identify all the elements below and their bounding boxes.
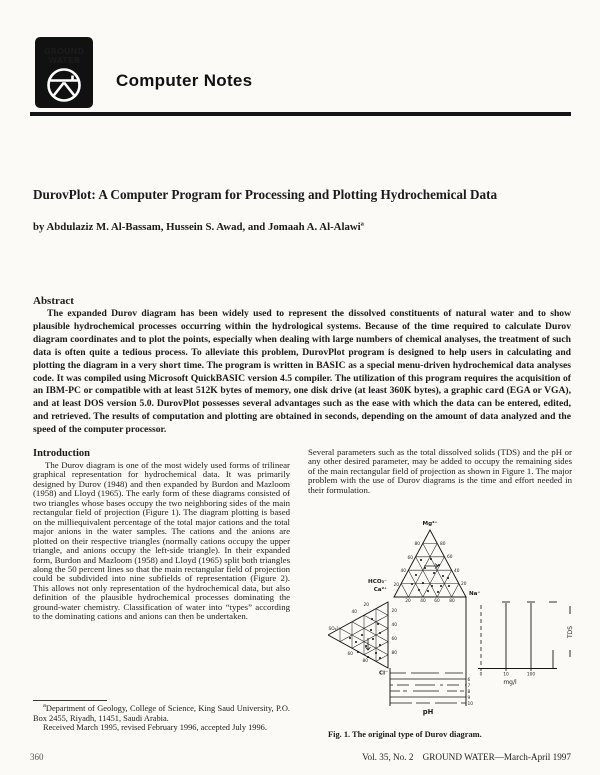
figure-caption: Fig. 1. The original type of Durov diagram. [328,730,482,740]
ground-water-logo [35,37,93,108]
label-ca: Ca²⁺ [373,587,387,594]
tick: 40 [400,569,406,575]
tick: 80 [414,542,420,548]
tick: 8 [467,690,471,696]
figure-1 [328,518,572,739]
tick: 20 [461,582,467,588]
label-mg: Mg²⁺ [422,521,438,528]
tds-axis-label: TDS [567,626,574,639]
tick: 20 [363,603,369,609]
tds-tick-labels [480,672,536,678]
left-column [33,448,290,622]
tick: 9 [467,696,471,702]
header-rule [30,112,571,116]
journal-footer: Vol. 35, No. 2 GROUND WATER—March-April 1997 [362,752,571,762]
tick: 10 [503,672,509,678]
label-so4: SO₄²⁻ [328,627,341,633]
durov-diagram [328,518,578,718]
tick: 40 [351,610,357,616]
footnote-dates: Received March 1995, revised February 1996, accepted July 1996. [43,723,267,733]
footnote-affiliation [33,704,290,723]
tick: 6 [467,678,471,684]
logo-text-water: WATER [48,55,80,65]
cation-tick-labels [394,541,467,604]
tick: 80 [391,651,397,657]
footnote-marker: a [43,702,46,710]
logo-text-ground: GROUND [43,46,85,56]
introduction-heading: Introduction [33,448,90,459]
section-header: Computer Notes [116,71,253,90]
footnote-affiliation-text: Department of Geology, College of Science, King Saud University, P.O. Box 2455, Riyadh, 11451, Saudi Arabia. [33,704,290,723]
label-na: Na⁺ [469,591,481,598]
byline [33,221,364,233]
abstract-text: The expanded Durov diagram has been widely used to represent the dissolved constituents of natural water and to show plausible hydrochemical processes occurring within the hydrological systems. Because of the time required to calculate Durov diagram coordinates and to plot the points, especially when dealing with large numbers of chemical analyses, the treatment of such data is often quite a tedious process. To alleviate this problem, DurovPlot program is designed to help users in calculating and plotting the diagram in a very short time. The program is written in BASIC as a special menu-driven hydrochemical data analyses code. It was compiled using Microsoft QuickBASIC version 4.5 compiler. The utilization of this program requires the acquisition of an IBM-PC or compatible with at least 512K bytes of memory, one disk drive (at least 360K bytes), a graphic card (EGA or VGA), and at least DOS version 5.0. DurovPlot possesses several advantages such as the ease with which the data can be entered, edited, and retrieved. The results of computation and plotting are obtained in seconds, depending on the amount of data analyzed and the speed of the computer processor. [33,308,571,436]
tick: 0 [479,672,483,678]
tick: 40 [454,569,460,575]
abstract-heading: Abstract [33,295,74,307]
introduction-text: The Durov diagram is one of the most widely used forms of trilinear graphical representation for hydrochemical data. It was primarily designed by Durov (1948) and then expanded by Burdon and Mazloom (1958) and Lloyd (1965). The early form of these diagrams consisted of two triangles whose bases occupy the two neighboring sides of the main rectangular field of projection (Figure 1). The diagram plotting is based on the milliequivalent percentage of the total major cations and the total major anions in the water samples. The cations and the anions are plotted on their respective triangles (normally cations occupy the upper triangle, and anions occupy the left-side triangle). In their expanded form, Burdon and Mazloom (1958) and Lloyd (1965) split both triangles along the 50 percent lines so that the main rectangular field of projection could be subdivided into nine subfields of representation (Figure 2). This allows not only representation of the hydrochemical data, but also definition of the plausible hydrochemical processes dominating the ground-water chemistry. Classification of water into “types” according to the dominating cations and anions can then be undertaken. [33,460,290,622]
anion-flow-arrow-icon [366,638,371,650]
tick: 60 [447,555,453,561]
tick: 10 [467,702,473,708]
tick: 60 [434,599,440,605]
tick: 80 [440,542,446,548]
ph-axis-label: pH [422,708,434,717]
tick: 80 [449,599,455,605]
mgl-axis-label: mg/l [503,679,517,687]
ph-panel [390,597,466,706]
right-column-text: Several parameters such as the total dissolved solids (TDS) and the pH or any other desired parameter, may be added to occupy the remaining sides of the main rectangular field of projection as shown in Figure 1. The major problem with the use of Durov diagrams is the time and effort needed in their formulation. [308,447,572,495]
cation-triangle-outline [394,530,466,597]
cation-triangle-grid [401,544,459,598]
tick: 60 [347,652,353,658]
label-cl: Cl⁻ [379,670,388,677]
tick: 20 [391,609,397,615]
cation-points [411,558,450,593]
tick: 100 [526,672,536,678]
ph-tick-labels [468,677,474,707]
tick: 20 [405,599,411,605]
tick: 40 [420,599,426,605]
article-title: DurovPlot: A Computer Program for Processing and Plotting Hydrochemical Data [33,187,498,202]
footnote-rule [33,700,107,701]
right-column [308,448,572,739]
tick: 20 [393,583,399,589]
byline-text: by Abdulaziz M. Al-Bassam, Hussein S. Awad, and Jomaah A. Al-Alawi [33,221,361,233]
tick: 60 [391,637,397,643]
tick: 7 [467,684,471,690]
byline-superscript: a [360,220,364,228]
tds-panel [478,602,570,671]
label-hco3: HCO₃⁻ [368,579,387,586]
page-number: 360 [30,752,44,762]
tick: 80 [362,659,368,665]
tick: 60 [407,556,413,562]
tick: 40 [391,623,397,629]
footnote-block [33,700,290,733]
